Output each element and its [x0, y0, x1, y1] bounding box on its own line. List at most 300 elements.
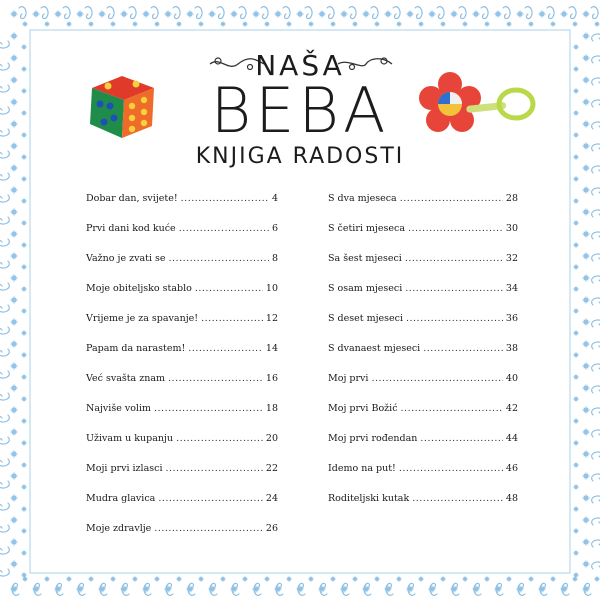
toc-entry-title: Mudra glavica: [86, 493, 156, 504]
toc-leader-dots: [181, 193, 269, 205]
star-ornament-icon: [11, 385, 17, 391]
toc-leader-dots: [401, 403, 503, 415]
swirl-ornament-icon: [592, 496, 600, 503]
star-ornament-icon: [574, 309, 578, 313]
star-ornament-icon: [407, 11, 413, 17]
swirl-ornament-icon: [0, 349, 9, 356]
star-ornament-icon: [583, 33, 589, 39]
star-ornament-icon: [11, 11, 17, 17]
star-ornament-icon: [22, 221, 26, 225]
toc-entry[interactable]: [328, 463, 518, 493]
swirl-ornament-icon: [592, 452, 600, 459]
star-ornament-icon: [33, 11, 39, 17]
star-ornament-icon: [574, 463, 578, 467]
swirl-ornament-icon: [0, 261, 9, 268]
star-ornament-icon: [11, 341, 17, 347]
star-ornament-icon: [574, 441, 578, 445]
toc-leader-dots: [169, 253, 269, 265]
star-ornament-icon: [583, 297, 589, 303]
star-ornament-icon: [89, 577, 93, 581]
star-ornament-icon: [529, 577, 533, 581]
star-ornament-icon: [583, 11, 589, 17]
toc-entry-page: 8: [271, 253, 278, 264]
star-ornament-icon: [287, 577, 291, 581]
swirl-ornament-icon: [151, 7, 158, 19]
toc-leader-dots: [406, 313, 503, 325]
toc-leader-dots: [154, 403, 263, 415]
star-ornament-icon: [495, 11, 501, 17]
toc-entry-title: Važno je zvati se: [86, 253, 166, 264]
star-ornament-icon: [11, 231, 17, 237]
swirl-ornament-icon: [217, 7, 224, 19]
toc-entry[interactable]: [86, 253, 278, 283]
baby-rattle-icon: [416, 72, 536, 142]
swirl-ornament-icon: [459, 7, 466, 19]
star-ornament-icon: [155, 22, 159, 26]
star-ornament-icon: [221, 577, 225, 581]
toc-entry-page: 24: [265, 493, 278, 504]
star-ornament-icon: [133, 22, 137, 26]
star-ornament-icon: [574, 573, 578, 577]
swirl-ornament-icon: [592, 364, 600, 371]
toc-entry[interactable]: [328, 433, 518, 463]
swirl-ornament-icon: [592, 408, 600, 415]
star-ornament-icon: [574, 419, 578, 423]
swirl-ornament-icon: [0, 481, 9, 488]
toc-entry-page: 28: [505, 193, 518, 204]
star-ornament-icon: [574, 375, 578, 379]
swirl-ornament-icon: [261, 7, 268, 19]
swirl-ornament-icon: [592, 342, 600, 349]
toc-entry-page: 16: [265, 373, 278, 384]
toc-leader-dots: [405, 253, 503, 265]
toc-leader-dots: [188, 343, 263, 355]
toc-leader-dots: [154, 523, 263, 535]
swirl-ornament-icon: [41, 7, 48, 19]
toc-entry-page: 22: [265, 463, 278, 474]
star-ornament-icon: [22, 287, 26, 291]
star-ornament-icon: [111, 22, 115, 26]
toc-entry-page: 36: [505, 313, 518, 324]
swirl-ornament-icon: [547, 7, 554, 19]
star-ornament-icon: [583, 187, 589, 193]
star-ornament-icon: [485, 577, 489, 581]
star-ornament-icon: [209, 11, 215, 17]
toc-entry-page: 44: [505, 433, 518, 444]
toc-leader-dots: [420, 433, 503, 445]
star-ornament-icon: [221, 22, 225, 26]
swirl-ornament-icon: [0, 459, 9, 466]
star-ornament-icon: [353, 22, 357, 26]
toc-entry-page: 42: [505, 403, 518, 414]
star-ornament-icon: [22, 243, 26, 247]
swirl-ornament-icon: [525, 7, 532, 19]
toc-entry-page: 48: [505, 493, 518, 504]
toc-entry[interactable]: [328, 403, 518, 433]
star-ornament-icon: [177, 22, 181, 26]
star-ornament-icon: [574, 529, 578, 533]
star-ornament-icon: [583, 231, 589, 237]
toc-entry-title: Uživam u kupanju: [86, 433, 174, 444]
star-ornament-icon: [265, 22, 269, 26]
swirl-ornament-icon: [0, 305, 9, 312]
star-ornament-icon: [583, 363, 589, 369]
swirl-ornament-icon: [592, 254, 600, 261]
swirl-ornament-icon: [327, 7, 334, 19]
star-ornament-icon: [22, 463, 26, 467]
star-ornament-icon: [309, 22, 313, 26]
star-ornament-icon: [11, 517, 17, 523]
swirl-ornament-icon: [592, 210, 600, 217]
toc-column-right: [328, 193, 518, 523]
toc-entry-title: Roditeljski kutak: [328, 493, 410, 504]
swirl-ornament-icon: [592, 474, 600, 481]
star-ornament-icon: [574, 287, 578, 291]
toc-entry-page: 14: [265, 343, 278, 354]
star-ornament-icon: [11, 363, 17, 369]
star-ornament-icon: [77, 11, 83, 17]
swirl-ornament-icon: [592, 430, 600, 437]
star-ornament-icon: [529, 22, 533, 26]
swirl-ornament-icon: [0, 503, 9, 510]
star-ornament-icon: [574, 485, 578, 489]
toc-entry-page: 4: [271, 193, 278, 204]
toc-entry-title: S deset mjeseci: [328, 313, 403, 324]
swirl-ornament-icon: [0, 437, 9, 444]
star-ornament-icon: [583, 319, 589, 325]
star-ornament-icon: [441, 577, 445, 581]
star-ornament-icon: [11, 33, 17, 39]
toc-entry[interactable]: [328, 493, 518, 523]
star-ornament-icon: [89, 22, 93, 26]
toc-entry-title: Moje obiteljsko stablo: [86, 283, 192, 294]
star-ornament-icon: [583, 253, 589, 259]
toc-entry[interactable]: [86, 493, 278, 523]
toc-entry-page: 34: [505, 283, 518, 294]
swirl-ornament-icon: [129, 7, 136, 19]
toy-dice-icon: [78, 66, 158, 146]
swirl-ornament-icon: [0, 393, 9, 400]
swirl-ornament-icon: [195, 7, 202, 19]
star-ornament-icon: [507, 577, 511, 581]
toc-entry-title: Moj prvi Božić: [328, 403, 398, 414]
toc-entry-page: 30: [505, 223, 518, 234]
toc-leader-dots: [400, 193, 503, 205]
swirl-ornament-icon: [592, 188, 600, 195]
star-ornament-icon: [309, 577, 313, 581]
star-ornament-icon: [11, 539, 17, 545]
toc-entry-page: 12: [265, 313, 278, 324]
toc-entry-page: 26: [265, 523, 278, 534]
star-ornament-icon: [11, 495, 17, 501]
star-ornament-icon: [574, 199, 578, 203]
star-ornament-icon: [429, 11, 435, 17]
star-ornament-icon: [297, 11, 303, 17]
toc-leader-dots: [165, 463, 262, 475]
star-ornament-icon: [485, 22, 489, 26]
title-sub: KNJIGA RADOSTI: [195, 144, 405, 169]
swirl-ornament-icon: [592, 276, 600, 283]
swirl-ornament-icon: [0, 217, 9, 224]
swirl-ornament-icon: [239, 7, 246, 19]
star-ornament-icon: [11, 319, 17, 325]
swirl-ornament-icon: [569, 7, 576, 19]
star-ornament-icon: [595, 22, 599, 26]
star-ornament-icon: [583, 407, 589, 413]
swirl-ornament-icon: [592, 320, 600, 327]
star-ornament-icon: [23, 22, 27, 26]
title-top: NAŠA: [255, 49, 345, 82]
toc-entry-page: 32: [505, 253, 518, 264]
toc-leader-dots: [201, 313, 263, 325]
star-ornament-icon: [11, 187, 17, 193]
star-ornament-icon: [583, 561, 589, 567]
swirl-ornament-icon: [503, 7, 510, 19]
toc-entry-page: 20: [265, 433, 278, 444]
toc-entry[interactable]: [86, 523, 278, 553]
star-ornament-icon: [583, 473, 589, 479]
toc-entry-title: Vrijeme je za spavanje!: [86, 313, 199, 324]
toc-entry-title: Prvi dani kod kuće: [86, 223, 176, 234]
star-ornament-icon: [583, 451, 589, 457]
star-ornament-icon: [583, 495, 589, 501]
swirl-ornament-icon: [107, 7, 114, 19]
toc-entry-title: Moje zdravlje: [86, 523, 152, 534]
star-ornament-icon: [574, 397, 578, 401]
star-ornament-icon: [574, 551, 578, 555]
toc-entry[interactable]: [86, 223, 278, 253]
star-ornament-icon: [583, 385, 589, 391]
star-ornament-icon: [583, 275, 589, 281]
toc-entry-title: Papam da narastem!: [86, 343, 186, 354]
toc-entry[interactable]: [328, 193, 518, 223]
toc-entry[interactable]: [86, 193, 278, 223]
toc-entry[interactable]: [328, 373, 518, 403]
star-ornament-icon: [22, 397, 26, 401]
swirl-ornament-icon: [305, 7, 312, 19]
toc-entry-page: 10: [265, 283, 278, 294]
star-ornament-icon: [177, 577, 181, 581]
star-ornament-icon: [287, 22, 291, 26]
swirl-ornament-icon: [592, 518, 600, 525]
toc-leader-dots: [408, 223, 503, 235]
toc-entry[interactable]: [328, 223, 518, 253]
title-main: BEBA: [210, 74, 390, 147]
star-ornament-icon: [143, 11, 149, 17]
star-ornament-icon: [573, 22, 577, 26]
swirl-ornament-icon: [0, 525, 9, 532]
star-ornament-icon: [22, 353, 26, 357]
star-ornament-icon: [11, 407, 17, 413]
toc-entry[interactable]: [86, 463, 278, 493]
star-ornament-icon: [22, 265, 26, 269]
star-ornament-icon: [45, 577, 49, 581]
star-ornament-icon: [22, 419, 26, 423]
swirl-ornament-icon: [19, 7, 26, 19]
toc-entry-page: 46: [505, 463, 518, 474]
star-ornament-icon: [473, 11, 479, 17]
star-ornament-icon: [67, 22, 71, 26]
star-ornament-icon: [451, 11, 457, 17]
toc-entry-page: 18: [265, 403, 278, 414]
star-ornament-icon: [375, 577, 379, 581]
toc-entry-title: S četiri mjeseca: [328, 223, 405, 234]
star-ornament-icon: [583, 429, 589, 435]
swirl-ornament-icon: [592, 540, 600, 547]
star-ornament-icon: [551, 22, 555, 26]
toc-entry-page: 6: [271, 223, 278, 234]
swirl-ornament-icon: [283, 7, 290, 19]
swirl-ornament-icon: [371, 7, 378, 19]
swirl-ornament-icon: [592, 232, 600, 239]
swirl-ornament-icon: [0, 547, 9, 554]
star-ornament-icon: [121, 11, 127, 17]
star-ornament-icon: [331, 22, 335, 26]
star-ornament-icon: [583, 539, 589, 545]
star-ornament-icon: [583, 341, 589, 347]
star-ornament-icon: [22, 331, 26, 335]
toc-entry-title: Moji prvi izlasci: [86, 463, 163, 474]
star-ornament-icon: [231, 11, 237, 17]
star-ornament-icon: [595, 577, 599, 581]
swirl-ornament-icon: [591, 7, 598, 19]
toc-leader-dots: [168, 373, 263, 385]
toc-entry-page: 40: [505, 373, 518, 384]
star-ornament-icon: [341, 11, 347, 17]
swirl-ornament-icon: [592, 386, 600, 393]
swirl-ornament-icon: [393, 7, 400, 19]
star-ornament-icon: [507, 22, 511, 26]
star-ornament-icon: [551, 577, 555, 581]
toc-entry-title: S dvanaest mjeseci: [328, 343, 421, 354]
toc-entry-title: Sa šest mjeseci: [328, 253, 402, 264]
star-ornament-icon: [67, 577, 71, 581]
toc-entry[interactable]: [86, 283, 278, 313]
swirl-ornament-icon: [437, 7, 444, 19]
toc-entry[interactable]: [86, 373, 278, 403]
toc-entry[interactable]: [86, 433, 278, 463]
toc-entry[interactable]: [86, 343, 278, 373]
star-ornament-icon: [22, 199, 26, 203]
star-ornament-icon: [375, 22, 379, 26]
star-ornament-icon: [243, 22, 247, 26]
toc-entry-title: Idemo na put!: [328, 463, 396, 474]
star-ornament-icon: [11, 473, 17, 479]
star-ornament-icon: [111, 577, 115, 581]
star-ornament-icon: [133, 577, 137, 581]
star-ornament-icon: [574, 221, 578, 225]
star-ornament-icon: [517, 11, 523, 17]
swirl-ornament-icon: [592, 298, 600, 305]
swirl-ornament-icon: [85, 7, 92, 19]
swirl-ornament-icon: [0, 371, 9, 378]
star-ornament-icon: [385, 11, 391, 17]
toc-entry[interactable]: [86, 403, 278, 433]
star-ornament-icon: [397, 577, 401, 581]
swirl-ornament-icon: [336, 54, 394, 74]
star-ornament-icon: [561, 11, 567, 17]
star-ornament-icon: [11, 561, 17, 567]
toc-leader-dots: [179, 223, 269, 235]
star-ornament-icon: [583, 517, 589, 523]
toc-entry[interactable]: [86, 313, 278, 343]
star-ornament-icon: [397, 22, 401, 26]
star-ornament-icon: [463, 22, 467, 26]
toc-entry-title: Moj prvi rođendan: [328, 433, 418, 444]
toc-entry[interactable]: [328, 253, 518, 283]
star-ornament-icon: [22, 529, 26, 533]
star-ornament-icon: [22, 309, 26, 313]
swirl-ornament-icon: [173, 7, 180, 19]
star-ornament-icon: [187, 11, 193, 17]
swirl-ornament-icon: [481, 7, 488, 19]
toc-entry-page: 38: [505, 343, 518, 354]
toc-leader-dots: [412, 493, 503, 505]
toc-leader-dots: [176, 433, 263, 445]
star-ornament-icon: [419, 22, 423, 26]
star-ornament-icon: [22, 507, 26, 511]
star-ornament-icon: [583, 209, 589, 215]
toc-entry[interactable]: [328, 343, 518, 373]
star-ornament-icon: [353, 577, 357, 581]
swirl-ornament-icon: [63, 7, 70, 19]
swirl-ornament-icon: [0, 415, 9, 422]
toc-leader-dots: [399, 463, 503, 475]
star-ornament-icon: [574, 243, 578, 247]
swirl-ornament-icon: [592, 562, 600, 569]
star-ornament-icon: [539, 11, 545, 17]
toc-entry[interactable]: [328, 283, 518, 313]
star-ornament-icon: [199, 577, 203, 581]
star-ornament-icon: [23, 577, 27, 581]
star-ornament-icon: [45, 22, 49, 26]
swirl-ornament-icon: [349, 7, 356, 19]
star-ornament-icon: [99, 11, 105, 17]
star-ornament-icon: [155, 577, 159, 581]
star-ornament-icon: [11, 253, 17, 259]
toc-leader-dots: [371, 373, 502, 385]
toc-entry-title: S dva mjeseca: [328, 193, 397, 204]
swirl-ornament-icon: [0, 195, 9, 202]
toc-entry[interactable]: [328, 313, 518, 343]
star-ornament-icon: [419, 577, 423, 581]
swirl-ornament-icon: [0, 569, 9, 576]
star-ornament-icon: [574, 353, 578, 357]
star-ornament-icon: [574, 331, 578, 335]
star-ornament-icon: [22, 551, 26, 555]
toc-entry-title: Već svašta znam: [86, 373, 166, 384]
swirl-ornament-icon: [415, 7, 422, 19]
star-ornament-icon: [22, 485, 26, 489]
toc-leader-dots: [195, 283, 263, 295]
star-ornament-icon: [319, 11, 325, 17]
star-ornament-icon: [573, 577, 577, 581]
toc-entry-title: Moj prvi: [328, 373, 369, 384]
swirl-ornament-icon: [0, 327, 9, 334]
star-ornament-icon: [165, 11, 171, 17]
toc-leader-dots: [423, 343, 503, 355]
swirl-ornament-icon: [0, 239, 9, 246]
star-ornament-icon: [55, 11, 61, 17]
star-ornament-icon: [331, 577, 335, 581]
star-ornament-icon: [22, 441, 26, 445]
star-ornament-icon: [265, 577, 269, 581]
star-ornament-icon: [574, 265, 578, 269]
toc-leader-dots: [405, 283, 503, 295]
star-ornament-icon: [199, 22, 203, 26]
star-ornament-icon: [253, 11, 259, 17]
star-ornament-icon: [11, 209, 17, 215]
